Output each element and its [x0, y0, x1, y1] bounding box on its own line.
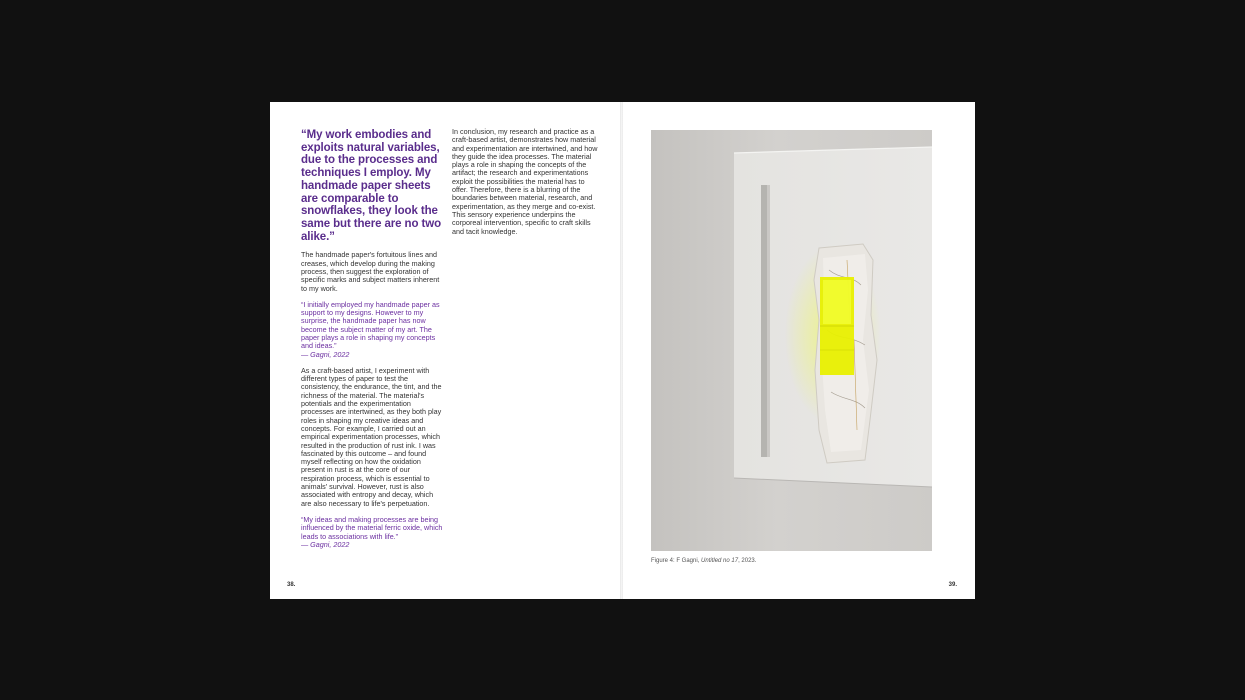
- quote-1-text: “I initially employed my handmade paper as support to my designs. However to my surprise, the handmade paper has now become the subject matter of my art. The paper plays a role in shaping my concepts and ideas.”: [301, 299, 440, 351]
- right-page: [622, 102, 975, 599]
- body-paragraph-2: As a craft-based artist, I experiment with different types of paper to test the consistency, the endurance, the tint, and the richness of the material. The material's potentials and the experimentation processes are intertwined, as they both play roles in shaping my creative ideas and concepts. For example, I carried out an empirical experimentation processes, which resulted in the production of rust ink. I was fascinated by this outcome – and found myself reflecting on how the oxidation present in rust is at the core of our respiration process, which is essential to animals' survival. However, rust is also associated with entropy and decay, which are also necessary to life's perpetuation.: [301, 365, 442, 508]
- body-paragraph-3: In conclusion, my research and practice as a craft-based artist, demonstrates how material and experimentation are intertwined, and how they guide the idea processes. The material plays a role in shaping the concepts of the artifact; the research and experimentations exploit the possibilities the material has to offer. Therefore, there is a blurring of the boundaries between material, research, and experimentation, as they merge and co-exist. This sensory experience underpins the corporeal intervention, specific to craft skills and tacit knowledge.: [452, 127, 598, 236]
- right-column: [452, 128, 598, 244]
- page-number-right: 39.: [948, 582, 957, 588]
- artwork-illustration: [651, 130, 932, 551]
- caption-suffix: , 2023.: [738, 558, 757, 564]
- figure-caption: [651, 558, 756, 564]
- caption-title: Untitled no 17: [701, 558, 739, 564]
- pull-quote: “My work embodies and exploits natural variables, due to the processes and techniques I employ. My handmade paper sheets are comparable to snowflakes, they look the same but there are no two alike.”: [301, 129, 442, 243]
- quote-2: [301, 516, 445, 549]
- magazine-spread: [270, 102, 975, 599]
- artwork-photo: [651, 130, 932, 551]
- quote-1: [301, 301, 445, 359]
- page-number-left: 38.: [287, 582, 296, 588]
- caption-prefix: Figure 4: F Gagni,: [651, 558, 702, 564]
- quote-1-attribution: — Gagni, 2022: [301, 349, 350, 359]
- left-column: [301, 129, 445, 557]
- left-page: [270, 102, 621, 599]
- body-paragraph-1: The handmade paper's fortuitous lines and creases, which develop during the making process, then suggest the exploration of specific marks and subject matters inherent to my work.: [301, 250, 440, 293]
- quote-2-attribution: — Gagni, 2022: [301, 539, 350, 549]
- quote-2-text: “My ideas and making processes are being influenced by the material ferric oxide, which leads to associations with life.”: [301, 514, 443, 541]
